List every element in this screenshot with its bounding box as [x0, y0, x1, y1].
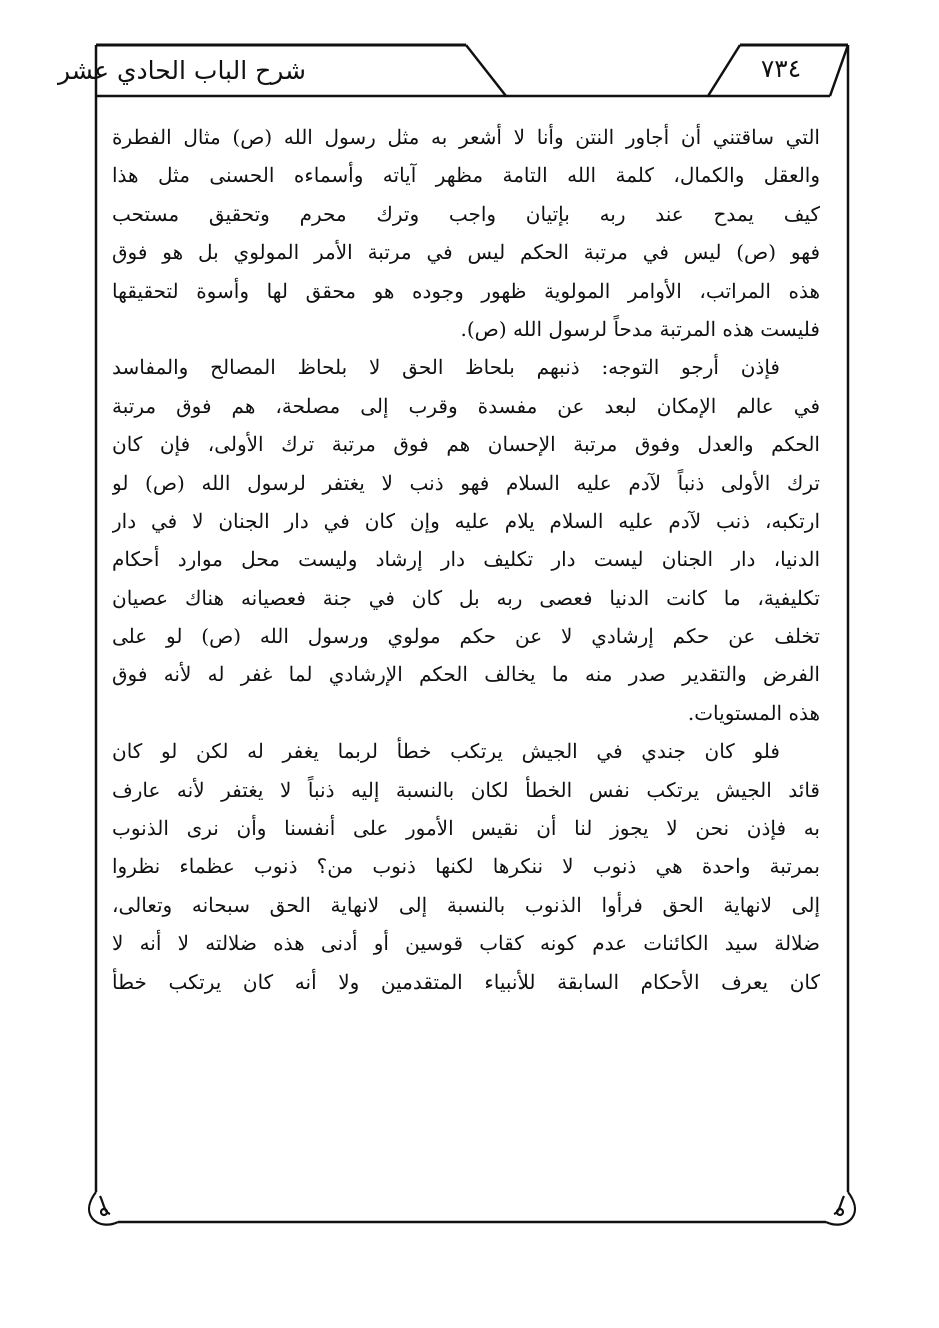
text-line: ترك الأولى ذنباً لآدم عليه السلام فهو ذنب لا يغتفر لرسول الله (ص) لو: [112, 470, 820, 495]
text-line: كان يعرف الأحكام السابقة للأنبياء المتقدمين ولا أنه كان يرتكب خطأ: [112, 969, 820, 994]
text-line: في عالم الإمكان لبعد عن مفسدة وقرب إلى مصلحة، هم فوق مرتبة: [112, 393, 820, 418]
text-line: فلو كان جندي في الجيش يرتكب خطأ لربما يغفر له لكن لو كان: [112, 739, 780, 764]
text-line: هذه المستويات.: [687, 700, 820, 725]
running-header-title: شرح الباب الحادي عشر: [57, 56, 306, 85]
text-line: الدنيا، دار الجنان ليست دار تكليف دار إرشاد وليست محل موارد أحكام: [112, 547, 820, 572]
page-body-text: [112, 118, 820, 1001]
text-line: التي ساقتني أن أجاور النتن وأنا لا أشعر به مثل رسول الله (ص) مثال الفطرة: [112, 125, 820, 149]
text-line: كيف يمدح عند ربه بإتيان واجب وترك محرم وتحقيق مستحب: [112, 201, 820, 226]
text-line: تكليفية، ما كانت الدنيا فعصى ربه بل كان في جنة فعصيانه هناك عصيان: [112, 585, 820, 610]
text-line: فهو (ص) ليس في مرتبة الحكم ليس في مرتبة الأمر المولوي بل هو فوق: [112, 240, 820, 265]
text-line: بمرتبة واحدة هي ذنوب لا ننكرها لكنها ذنوب من؟ ذنوب عظماء نظروا: [112, 854, 820, 879]
text-line: الحكم والعدل وفوق مرتبة الإحسان هم فوق مرتبة ترك الأولى، فإن كان: [112, 432, 820, 457]
text-line: قائد الجيش يرتكب نفس الخطأ لكان بالنسبة إليه ذنباً لا يغتفر لأنه عارف: [112, 777, 820, 802]
corner-ornament-left: [89, 1192, 118, 1225]
text-line: إلى لانهاية الحق فرأوا الذنوب بالنسبة إلى لانهاية الحق سبحانه وتعالى،: [112, 892, 820, 917]
corner-ornament-right: [826, 1192, 855, 1225]
text-line: ارتكبه، ذنب لآدم عليه السلام يلام عليه وإن كان في دار الجنان لا في دار: [112, 508, 820, 533]
text-line: فإذن أرجو التوجه: ذنبهم بلحاظ الحق لا بلحاظ المصالح والمفاسد: [112, 355, 780, 380]
text-line: الفرض والتقدير صدر منه ما يخالف الحكم الإرشادي لما غفر له لأنه فوق: [112, 662, 820, 687]
text-line: والعقل والكمال، كلمة الله التامة مظهر آياته وأسماءه الحسنى مثل هذا: [112, 163, 820, 188]
text-line: هذه المراتب، الأوامر المولوية ظهور وجوده هو محقق لها وأسوة لتحقيقها: [112, 278, 820, 303]
text-line: ضلالة سيد الكائنات عدم كونه كقاب قوسين أو أدنى هذه ضلالته لا أنه لا: [112, 931, 820, 956]
text-line: به فإذن نحن لا يجوز لنا أن نقيس الأمور على أنفسنا وأن نرى الذنوب: [112, 816, 820, 841]
text-line: فليست هذه المرتبة مدحاً لرسول الله (ص).: [460, 316, 820, 341]
page-number: ٧٣٤: [760, 54, 802, 83]
text-line: تخلف عن حكم إرشادي لا عن حكم مولوي ورسول الله (ص) لو على: [112, 624, 820, 649]
